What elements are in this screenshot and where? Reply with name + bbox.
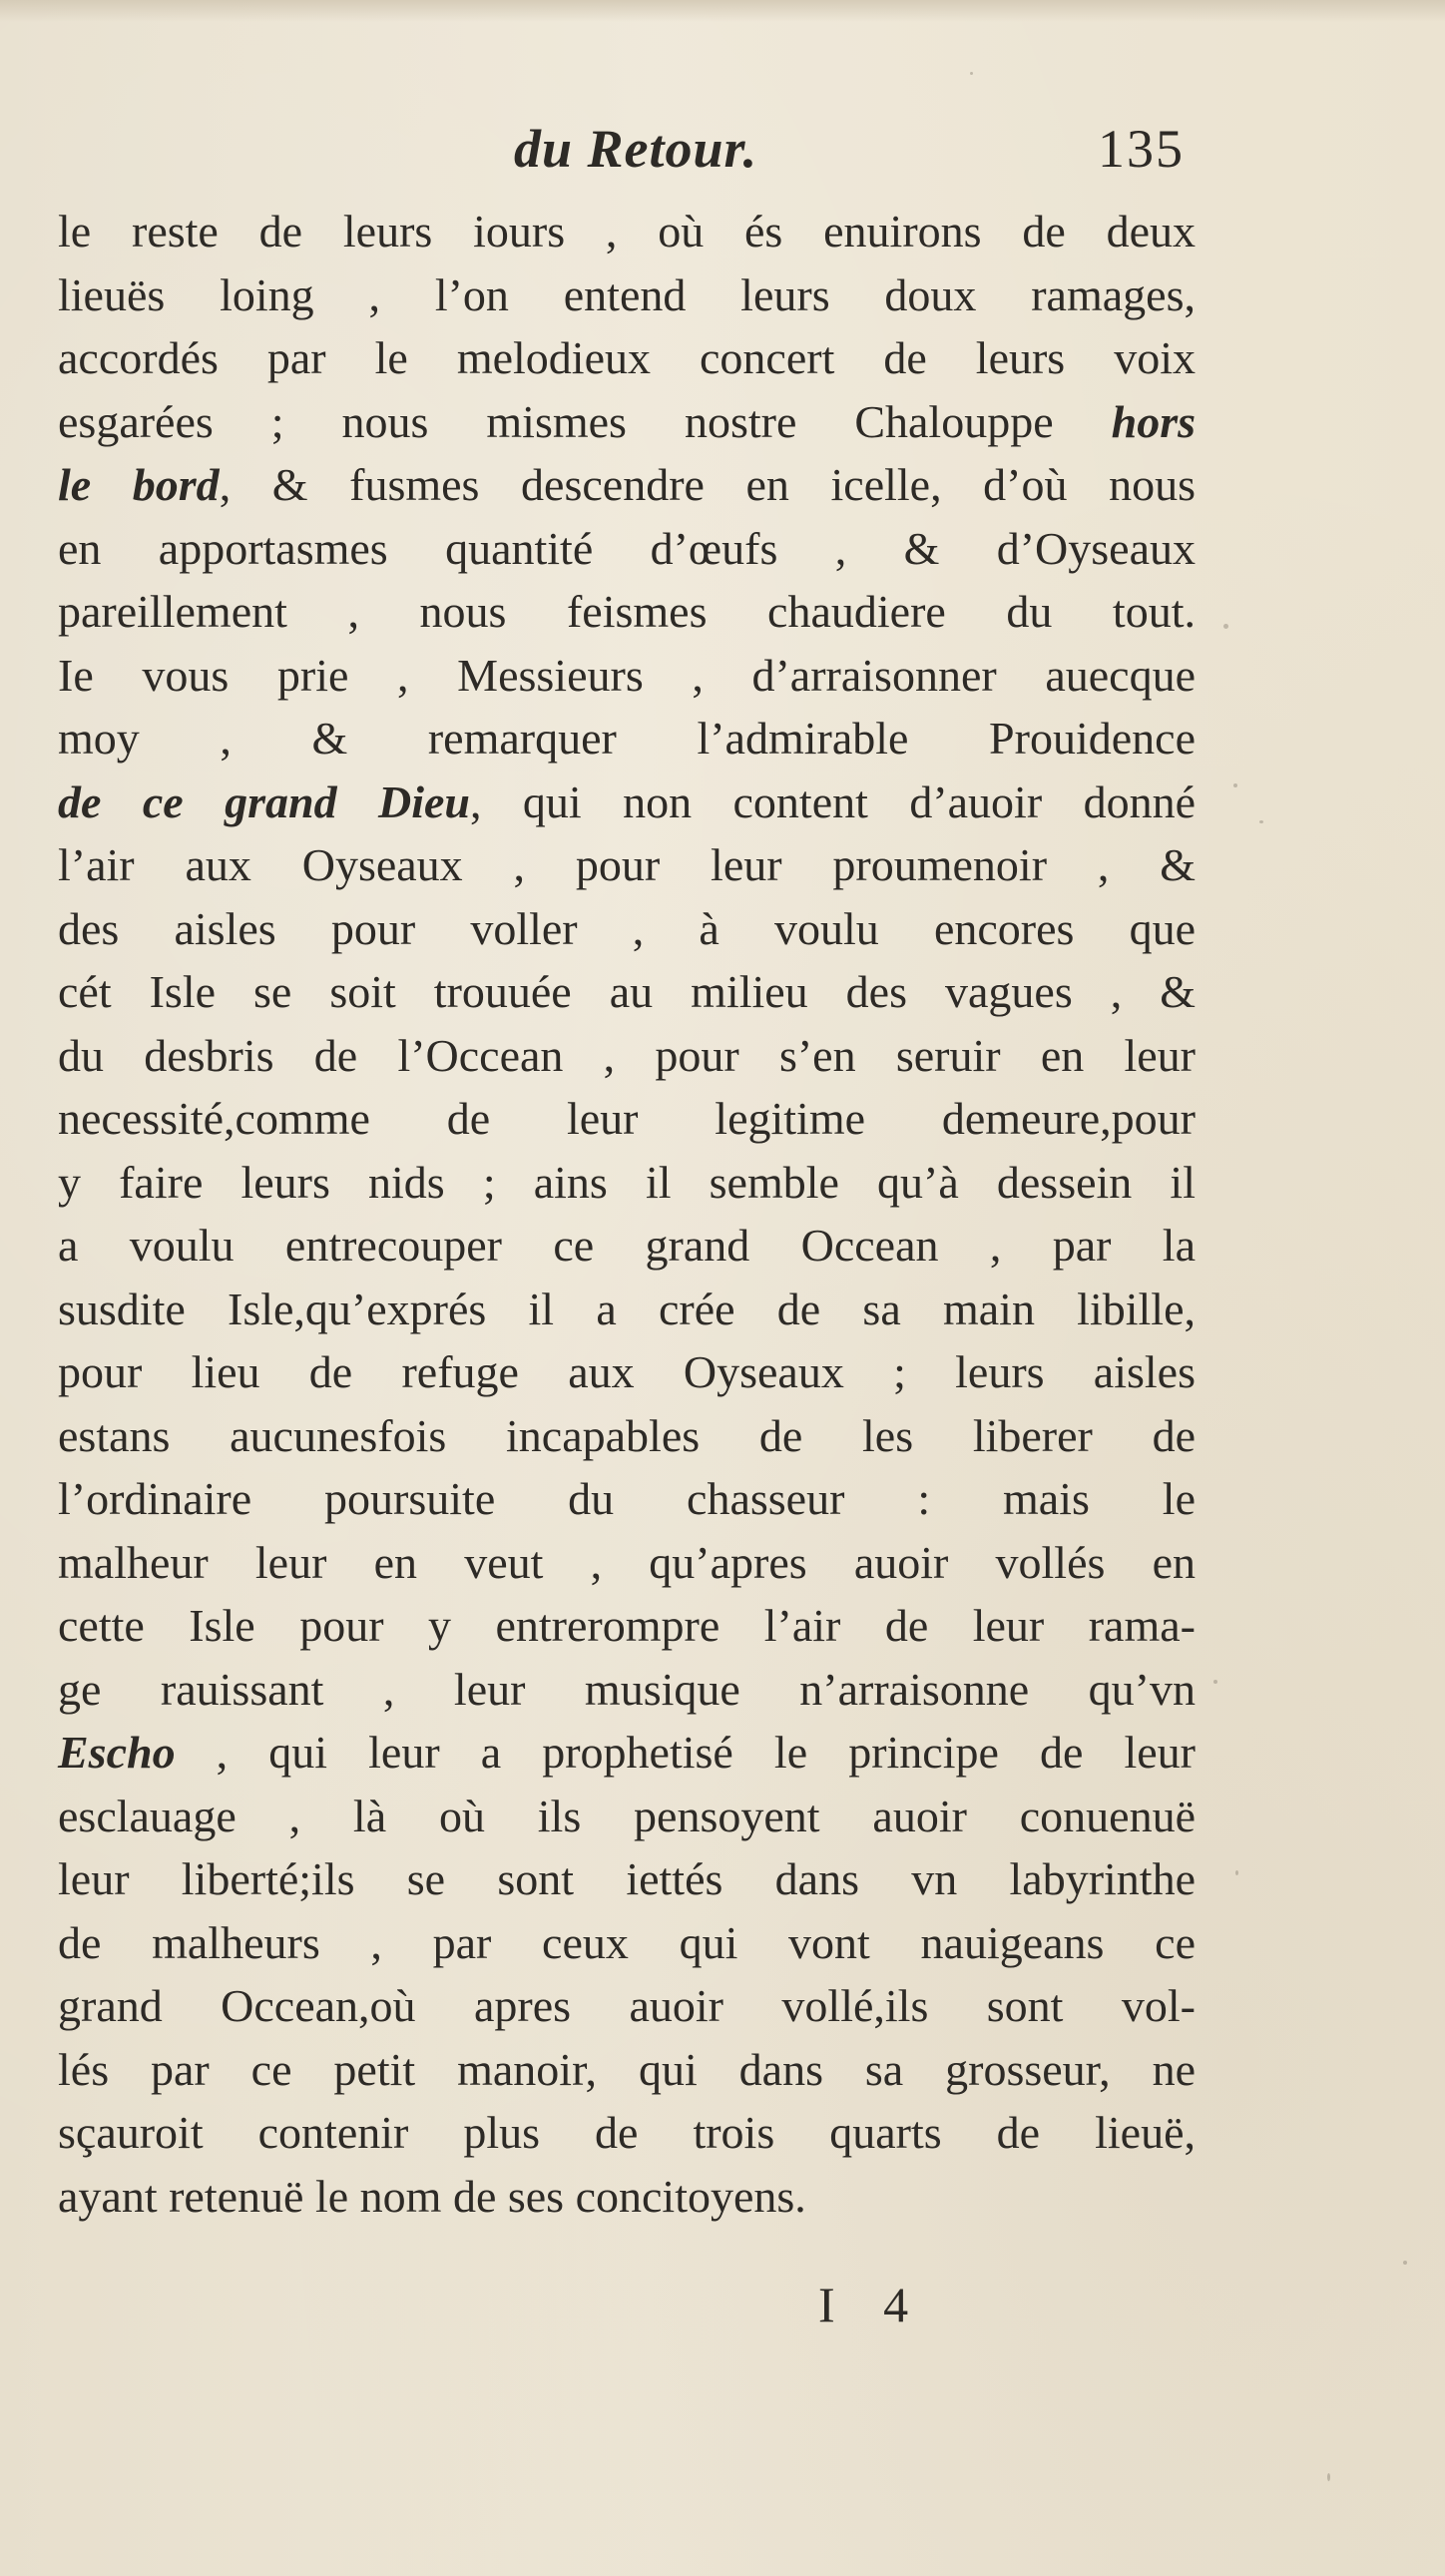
- text-line: necessité,comme de leur legitime demeure,pour: [58, 1093, 1196, 1144]
- text-line: de malheurs , par ceux qui vont nauigeans ce: [58, 1916, 1196, 1968]
- paper-speck: [970, 72, 973, 75]
- text-line: esgarées ; nous mismes nostre Chalouppe hors: [58, 395, 1196, 447]
- paper-speck: [1259, 820, 1263, 823]
- text-line: Escho , qui leur a prophetisé le principe de leur: [58, 1727, 1196, 1778]
- text-line: ayant retenuë le nom de ses concitoyens.: [58, 2170, 806, 2222]
- text-line: lieuës loing , l’on entend leurs doux ramages,: [58, 268, 1196, 320]
- text-line: a voulu entrecouper ce grand Occean , par la: [58, 1220, 1196, 1271]
- page-top-edge: [0, 0, 1445, 22]
- italic-phrase: le bord: [58, 459, 220, 510]
- text-line: l’air aux Oyseaux , pour leur proumenoir , &: [58, 839, 1196, 890]
- paper-speck: [1327, 2473, 1330, 2481]
- page-number: 135: [1098, 119, 1185, 179]
- signature-mark: I 4: [818, 2277, 927, 2332]
- text-line: y faire leurs nids ; ains il semble qu’à dessein il: [58, 1156, 1196, 1208]
- paper-speck: [1235, 1870, 1238, 1875]
- text-line: le reste de leurs iours , où és enuirons de deux: [58, 206, 1196, 257]
- italic-phrase: hors: [1111, 395, 1196, 447]
- text-line: des aisles pour voller , à voulu encores que: [58, 902, 1196, 954]
- italic-phrase: Escho: [58, 1727, 176, 1778]
- text-line: lés par ce petit manoir, qui dans sa grosseur, ne: [58, 2043, 1196, 2095]
- text-line: accordés par le melodieux concert de leurs voix: [58, 332, 1196, 383]
- text-line: ge rauissant , leur musique n’arraisonne qu’vn: [58, 1663, 1196, 1715]
- text-line: cette Isle pour y entrerompre l’air de leur rama-: [58, 1600, 1196, 1651]
- text-line: Ie vous prie , Messieurs , d’arraisonner auecque: [58, 649, 1196, 701]
- text-line: pour lieu de refuge aux Oyseaux ; leurs aisles: [58, 1346, 1196, 1397]
- text-line: l’ordinaire poursuite du chasseur : mais le: [58, 1473, 1196, 1524]
- text-line: en apportasmes quantité d’œufs , & d’Oyseaux: [58, 522, 1196, 574]
- text-line: pareillement , nous feismes chaudiere du tout.: [58, 586, 1196, 637]
- text-line: du desbris de l’Occean , pour s’en seruir en leur: [58, 1029, 1196, 1081]
- text-line: malheur leur en veut , qu’apres auoir vollés en: [58, 1536, 1196, 1588]
- text-line: esclauage , là où ils pensoyent auoir conuenuë: [58, 1790, 1196, 1841]
- text-line: cét Isle se soit trouuée au milieu des vagues , &: [58, 966, 1196, 1017]
- paper-speck: [1233, 783, 1237, 787]
- text-line: sçauroit contenir plus de trois quarts de lieuë,: [58, 2107, 1196, 2158]
- text-line: de ce grand Dieu, qui non content d’auoir donné: [58, 775, 1196, 827]
- body-text: [58, 200, 1196, 2228]
- text-line: susdite Isle,qu’exprés il a crée de sa main libille,: [58, 1283, 1196, 1334]
- italic-phrase: de ce grand Dieu: [58, 775, 470, 827]
- paper-speck: [1223, 624, 1228, 629]
- paper-speck: [1403, 2261, 1407, 2265]
- text-line: le bord, & fusmes descendre en icelle, d’où nous: [58, 459, 1196, 510]
- text-line: grand Occean,où apres auoir vollé,ils sont vol-: [58, 1980, 1196, 2031]
- text-line: leur liberté;ils se sont iettés dans vn labyrinthe: [58, 1853, 1196, 1904]
- text-line: estans aucunesfois incapables de les liberer de: [58, 1409, 1196, 1461]
- text-line: moy , & remarquer l’admirable Prouidence: [58, 713, 1196, 764]
- running-title: du Retour.: [514, 119, 758, 179]
- running-head: [0, 118, 1445, 188]
- paper-speck: [1213, 1680, 1217, 1684]
